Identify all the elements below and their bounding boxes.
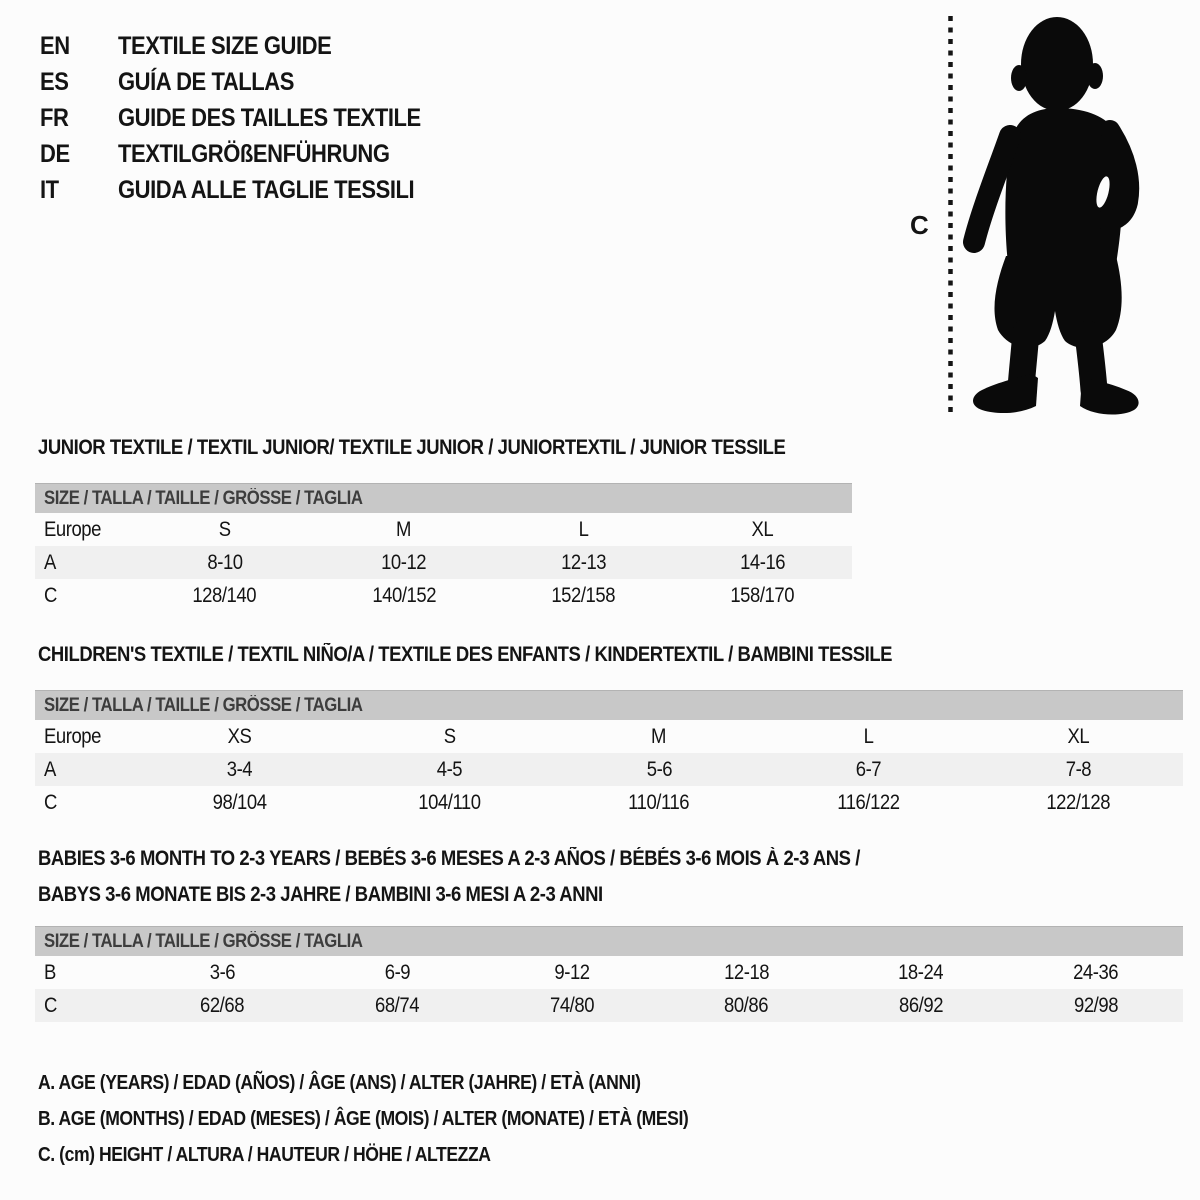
table-row [35,720,1183,753]
table-cell: L [578,518,589,541]
dimension-legend [38,1065,777,1173]
table-cell: 74/80 [549,994,594,1017]
size-header-bar [35,483,852,513]
size-header-text: SIZE / TALLA / TAILLE / GRÖSSE / TAGLIA [44,695,363,716]
row-label: Europe [44,725,101,748]
table-cell: 80/86 [724,994,769,1017]
table-cell: 6-9 [384,961,410,984]
language-code-wrap [40,64,118,100]
table-cell: S [218,518,231,541]
table-cell: 152/158 [551,584,615,607]
legend-line-c: C. (cm) HEIGHT / ALTURA / HAUTEUR / HÖHE / ALTEZZA [38,1144,491,1166]
table-cell: 7-8 [1065,758,1091,781]
table-cell: 18-24 [898,961,944,984]
junior-size-table [35,483,852,612]
language-title: TEXTILE SIZE GUIDE [118,32,332,60]
language-item [40,64,462,100]
table-cell: 140/152 [372,584,436,607]
size-header-bar [35,690,1183,720]
language-code: ES [40,68,69,96]
table-row [35,546,852,579]
table-row [35,753,1183,786]
table-cell: 68/74 [374,994,420,1017]
table-cell: M [396,518,412,541]
table-cell: 6-7 [855,758,882,781]
table-cell: XL [1067,725,1090,748]
junior-section-title [38,430,887,466]
babies-section-title [38,841,972,913]
language-title-list [40,28,462,208]
row-label: C [44,994,57,1017]
language-code: IT [40,176,59,204]
language-title: TEXTILGRÖßENFÜHRUNG [118,140,390,168]
language-title: GUIDE DES TAILLES TEXTILE [118,104,421,132]
table-row [35,989,1183,1022]
language-item [40,136,462,172]
table-cell: 14-16 [739,551,785,574]
table-cell: 122/128 [1046,791,1111,814]
table-cell: 128/140 [192,584,257,607]
table-cell: M [651,725,667,748]
table-cell: 110/116 [628,791,690,814]
table-cell: 12-13 [560,551,606,574]
table-cell: S [443,725,456,748]
row-label: C [44,791,57,814]
table-cell: 158/170 [730,584,795,607]
language-title: GUIDA ALLE TAGLIE TESSILI [118,176,415,204]
toddler-silhouette-icon [960,12,1146,422]
babies-size-table [35,926,1183,1022]
legend-line-b: B. AGE (MONTHS) / EDAD (MESES) / ÂGE (MOIS) / ALTER (MONATE) / ETÀ (MESI) [38,1108,689,1130]
row-label: Europe [44,518,101,541]
table-cell: 8-10 [207,551,243,574]
language-item [40,28,462,64]
table-row [35,513,852,546]
height-measure-line [946,14,955,420]
children-section-title-text: CHILDREN'S TEXTILE / TEXTIL NIÑO/A / TEXTILE DES ENFANTS / KINDERTEXTIL / BAMBINI TESSILE [38,643,893,666]
table-cell: 3-6 [209,961,236,984]
size-header-text: SIZE / TALLA / TAILLE / GRÖSSE / TAGLIA [44,931,363,952]
table-cell: 92/98 [1073,994,1118,1017]
table-cell: 104/110 [418,791,481,814]
language-code: EN [40,32,70,60]
table-cell: 62/68 [200,994,245,1017]
language-code: DE [40,140,70,168]
language-title: GUÍA DE TALLAS [118,68,294,96]
table-cell: 24-36 [1073,961,1119,984]
table-cell: 4-5 [436,758,463,781]
size-header-text: SIZE / TALLA / TAILLE / GRÖSSE / TAGLIA [44,488,363,509]
table-cell: 9-12 [554,961,590,984]
children-size-table [35,690,1183,819]
table-row [35,579,852,612]
babies-section-title-line1: BABIES 3-6 MONTH TO 2-3 YEARS / BEBÉS 3-6 MESES A 2-3 AÑOS / BÉBÉS 3-6 MOIS À 2-3 ANS / [38,847,860,870]
table-row [35,786,1183,819]
language-item [40,100,462,136]
height-dimension-label: C [910,210,929,240]
babies-section-title-line2: BABYS 3-6 MONATE BIS 2-3 JAHRE / BAMBINI 3-6 MESI A 2-3 ANNI [38,883,603,906]
table-cell: L [863,725,874,748]
children-section-title [38,637,1009,673]
table-cell: 10-12 [381,551,427,574]
language-code-wrap [40,172,118,208]
language-code-wrap [40,100,118,136]
row-label: A [44,758,56,781]
table-cell: 12-18 [723,961,769,984]
table-row [35,956,1183,989]
language-code: FR [40,104,69,132]
table-cell: 3-4 [227,758,253,781]
size-header-bar [35,926,1183,956]
junior-section-title-text: JUNIOR TEXTILE / TEXTIL JUNIOR/ TEXTILE JUNIOR / JUNIORTEXTIL / JUNIOR TESSILE [38,436,786,459]
language-item [40,172,462,208]
table-cell: XL [751,518,774,541]
row-label: B [44,961,56,984]
row-label: A [44,551,56,574]
table-cell: 5-6 [646,758,672,781]
table-cell: 116/122 [837,791,900,814]
language-code-wrap [40,28,118,64]
table-cell: 98/104 [212,791,267,814]
language-code-wrap [40,136,118,172]
legend-line-a: A. AGE (YEARS) / EDAD (AÑOS) / ÂGE (ANS) / ALTER (JAHRE) / ETÀ (ANNI) [38,1072,641,1094]
table-cell: 86/92 [898,994,944,1017]
row-label: C [44,584,57,607]
table-cell: XS [227,725,252,748]
